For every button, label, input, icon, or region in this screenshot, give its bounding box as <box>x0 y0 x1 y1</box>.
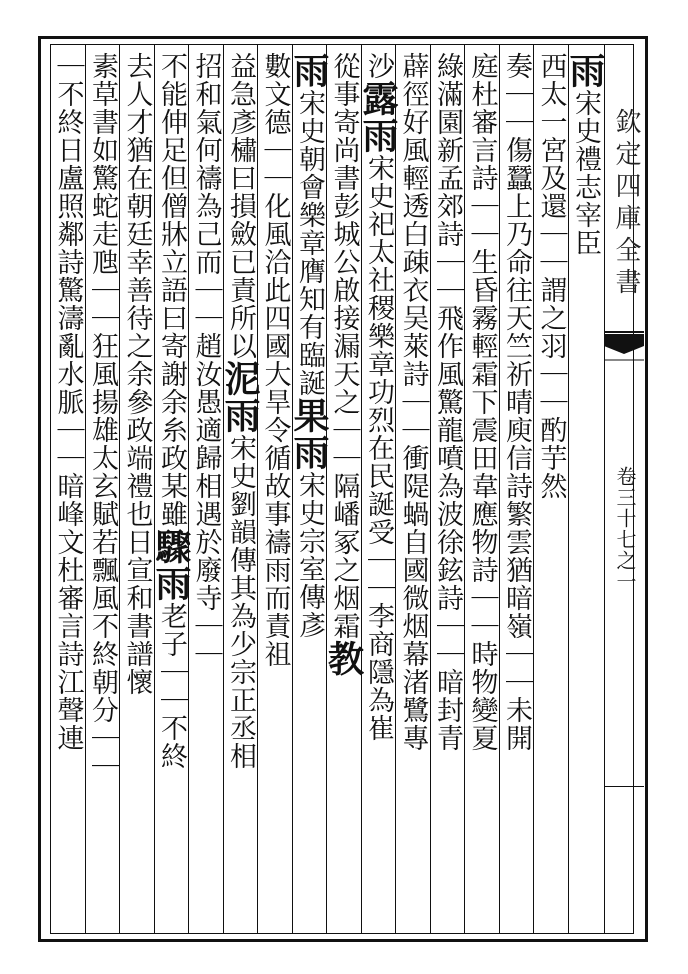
column-divider <box>119 44 120 934</box>
entry-heading: 果雨 <box>288 397 330 471</box>
column-divider <box>326 44 327 934</box>
text-segment: 大旱令循故事禱雨而責祖 <box>259 360 291 668</box>
text-segment: 宋史禮 <box>570 89 601 173</box>
text-column <box>150 52 192 922</box>
entry-heading: 雨 <box>564 52 606 89</box>
book-title: 欽定四庫全書 <box>611 108 641 300</box>
text-column <box>564 52 606 922</box>
text-column <box>120 52 153 922</box>
column-divider <box>533 44 534 934</box>
entry-heading: 驟雨 <box>150 528 192 602</box>
volume-label: 卷三十七之一 <box>613 466 637 592</box>
text-segment: 薜徑好風輕透白疎衣吴萊詩｜｜衝隄蝸自國微烟幕渚鷺專 <box>397 52 429 752</box>
column-divider <box>430 44 431 934</box>
column-divider <box>361 44 362 934</box>
column-divider <box>188 44 189 934</box>
text-segment: 宋史祀太社稷樂章功烈在民誕受｜｜李商隱為崔 <box>363 154 394 742</box>
fish-tail-mark-icon <box>604 324 644 368</box>
text-column <box>431 52 464 922</box>
text-segment: 不能伸足但僧牀立語曰寄謝余糸政某雖 <box>156 52 187 528</box>
text-segment: 綠滿園新孟郊詩｜｜飛作風驚龍噴為波徐鉉詩｜｜暗封青 <box>432 52 463 752</box>
entry-heading: 教 <box>322 640 365 677</box>
text-segment: 宋史劉韻傳其為少宗正丞相 <box>225 434 256 770</box>
text-segment: 宋史朝會樂章膺知有臨誕 <box>294 89 325 397</box>
text-column <box>288 52 330 922</box>
entry-heading: 露雨 <box>357 80 399 154</box>
text-segment: 益急彥橚曰損斂已責所以 <box>225 52 256 360</box>
text-column <box>465 52 498 922</box>
header-rule <box>604 786 644 787</box>
column-divider <box>257 44 258 934</box>
text-segment: 從事寄尚書彭城公啟接漏天之｜｜隔嶓冢之烟霜 <box>328 52 360 640</box>
text-column <box>534 52 567 922</box>
text-column <box>86 52 119 922</box>
column-divider <box>464 44 465 934</box>
column-divider <box>568 44 569 934</box>
text-segment: 奏｜｜傷蠶上乃命往天竺祈晴庾信詩繁雲猶暗嶺｜｜未開 <box>501 52 532 752</box>
column-divider <box>499 44 500 934</box>
text-segment: 志宰臣 <box>570 173 601 257</box>
text-segment: 趙汝愚適歸相遇於廢寺｜｜ <box>190 332 222 668</box>
text-segment: 素草書如驚蛇走虺｜｜狂風揚雄太玄賦若飄風不終朝分｜｜ <box>87 52 118 780</box>
column-divider <box>85 44 86 934</box>
text-segment: 沙 <box>363 52 394 80</box>
text-column <box>258 52 291 922</box>
text-segment: ｜不終日盧照鄰詩驚濤亂水脈｜｜暗峰文杜審言詩江聲連 <box>52 52 84 752</box>
text-segment: 老子｜｜不終 <box>156 602 187 770</box>
text-column <box>51 52 84 922</box>
text-column <box>189 52 222 922</box>
column-divider <box>395 44 396 934</box>
text-column <box>322 52 365 922</box>
column-divider <box>154 44 155 934</box>
header-column <box>604 46 644 930</box>
entry-heading: 泥雨 <box>219 360 261 434</box>
text-segment: 去人才猶在朝廷幸善待之余參政端禮也 <box>121 52 153 528</box>
text-segment: 數文德｜｜化風洽此四國 <box>259 52 291 360</box>
text-segment: 庭杜審言詩｜｜生昏霧輕霜下震田韋應物詩｜｜時物變夏 <box>466 52 498 752</box>
text-segment: 宋史宗室傳彥 <box>294 471 325 639</box>
text-segment: 日宣和書譜懷 <box>121 528 153 696</box>
text-column <box>219 52 261 922</box>
column-divider <box>292 44 293 934</box>
text-segment: 謂之羽｜｜酌芋然 <box>535 276 567 500</box>
text-column <box>396 52 429 922</box>
column-divider <box>223 44 224 934</box>
text-segment: 招和氣何禱為己而｜｜ <box>190 52 222 332</box>
text-column <box>500 52 533 922</box>
entry-heading: 雨 <box>288 52 330 89</box>
text-segment: 西太一宮及還｜｜ <box>535 52 567 276</box>
text-column <box>357 52 399 922</box>
